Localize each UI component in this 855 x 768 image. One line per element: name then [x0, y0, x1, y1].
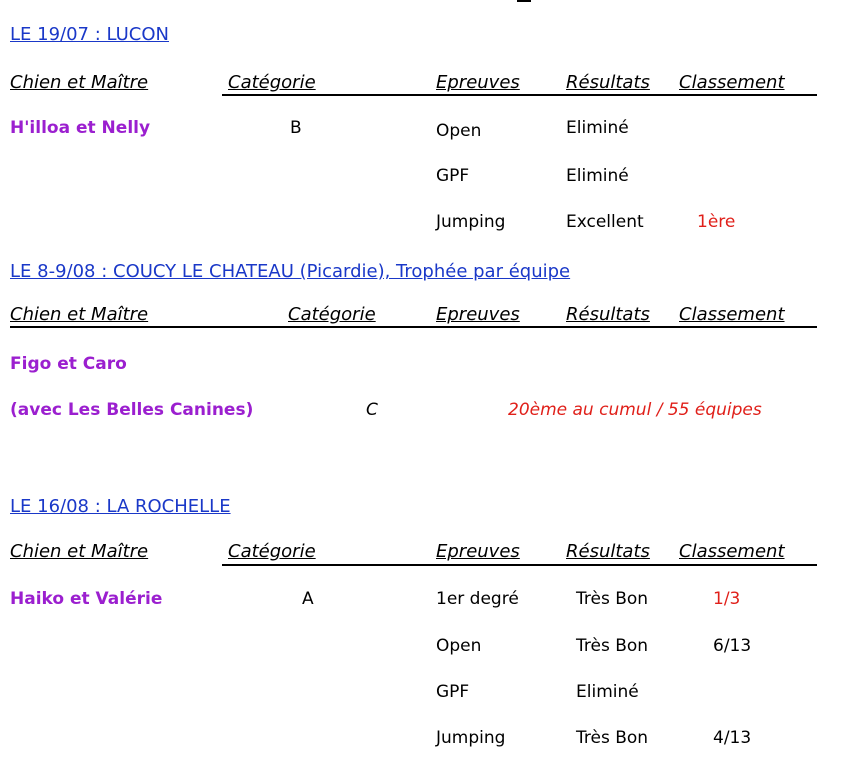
event-value: Open — [436, 636, 482, 656]
header-events: Epreuves — [436, 72, 520, 93]
section-title-coucy[interactable]: LE 8-9/08 : COUCY LE CHATEAU (Picardie), Trophée par équipe — [10, 261, 571, 282]
team-summary: 20ème au cumul / 55 équipes — [508, 400, 762, 420]
header-results: Résultats — [566, 304, 650, 325]
event-value: Open — [436, 121, 482, 141]
category-value: C — [366, 400, 378, 420]
result-value: Eliminé — [576, 682, 639, 702]
result-value: Très Bon — [576, 728, 649, 748]
event-value: GPF — [436, 166, 470, 186]
header-ranking: Classement — [679, 304, 785, 325]
header-rule — [10, 326, 817, 328]
header-dog-master: Chien et Maître — [10, 72, 149, 93]
rank-value: 4/13 — [713, 728, 752, 748]
event-value: GPF — [436, 682, 470, 702]
header-category: Catégorie — [228, 72, 316, 93]
section-title-lucon[interactable]: LE 19/07 : LUCON — [10, 24, 170, 45]
dog-master-club: (avec Les Belles Canines) — [10, 400, 254, 420]
header-ranking: Classement — [679, 541, 785, 562]
event-value: Jumping — [436, 728, 506, 748]
category-value: B — [290, 118, 302, 138]
header-results: Résultats — [566, 541, 650, 562]
header-rule — [222, 564, 817, 566]
header-events: Epreuves — [436, 541, 520, 562]
top-stray-dash — [517, 0, 531, 2]
header-events: Epreuves — [436, 304, 520, 325]
result-value: Eliminé — [566, 118, 629, 138]
header-results: Résultats — [566, 72, 650, 93]
event-value: Jumping — [436, 212, 506, 232]
result-value: Très Bon — [576, 589, 649, 609]
header-category: Catégorie — [288, 304, 376, 325]
header-rule — [222, 94, 817, 96]
rank-value: 1/3 — [713, 589, 741, 609]
dog-master-name: Haiko et Valérie — [10, 589, 163, 609]
dog-master-name: Figo et Caro — [10, 354, 127, 374]
rank-value: 1ère — [697, 212, 736, 232]
header-dog-master: Chien et Maître — [10, 304, 149, 325]
event-value: 1er degré — [436, 589, 519, 609]
category-value: A — [302, 589, 314, 609]
rank-value: 6/13 — [713, 636, 752, 656]
header-dog-master: Chien et Maître — [10, 541, 149, 562]
result-value: Eliminé — [566, 166, 629, 186]
dog-master-name: H'illoa et Nelly — [10, 118, 151, 138]
section-title-la-rochelle[interactable]: LE 16/08 : LA ROCHELLE — [10, 496, 231, 517]
result-value: Très Bon — [576, 636, 649, 656]
header-ranking: Classement — [679, 72, 785, 93]
header-category: Catégorie — [228, 541, 316, 562]
result-value: Excellent — [566, 212, 644, 232]
